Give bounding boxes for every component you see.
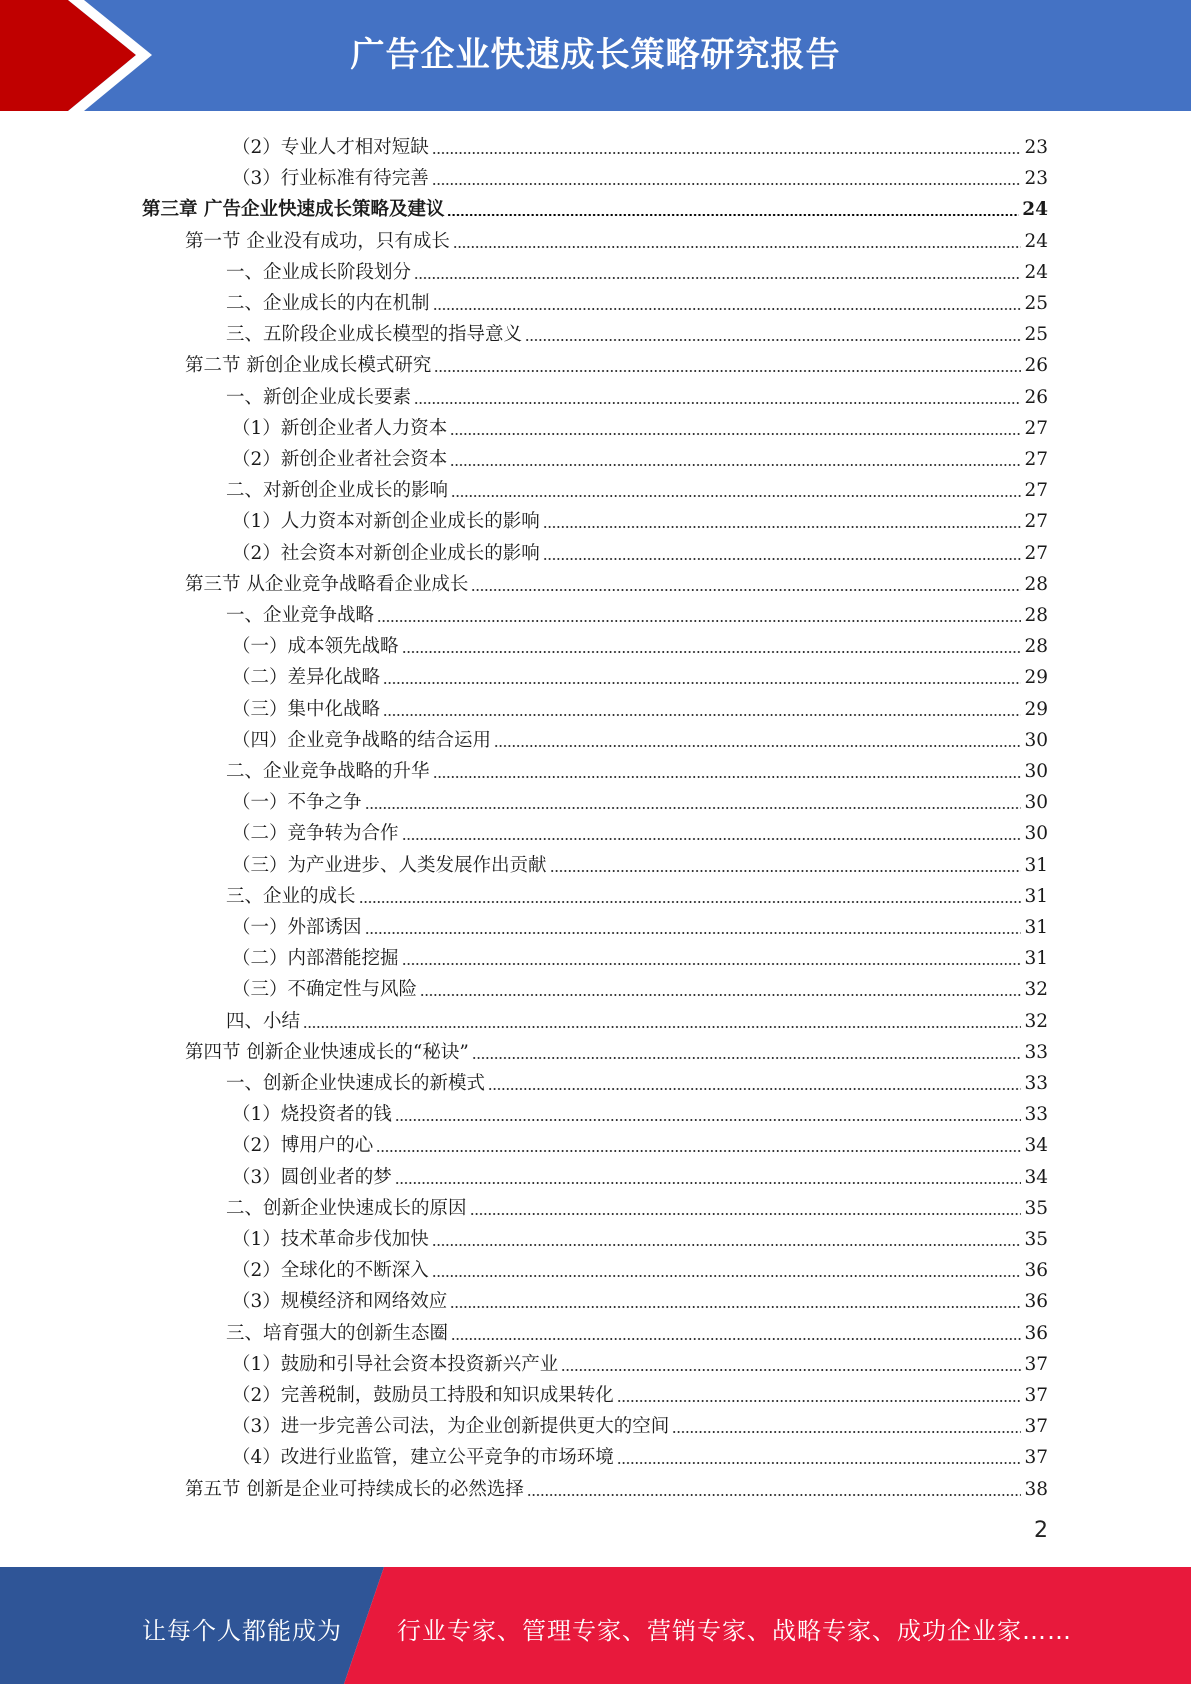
toc-dot-leader xyxy=(395,1119,1022,1121)
toc-entry[interactable] xyxy=(232,1126,1048,1157)
toc-dot-leader xyxy=(494,745,1021,747)
toc-entry-page: 31 xyxy=(1024,885,1048,907)
toc-entry-page: 27 xyxy=(1024,417,1048,439)
toc-dot-leader xyxy=(414,402,1021,404)
toc-dot-leader xyxy=(470,1213,1022,1215)
toc-entry-label: （2）新创企业者社会资本 xyxy=(232,449,448,470)
page-header xyxy=(0,0,1191,111)
toc-dot-leader xyxy=(434,370,1021,372)
toc-dot-leader xyxy=(377,620,1021,622)
toc-entry-label: 四、小结 xyxy=(226,1010,301,1032)
toc-entry-label: 第三章 广告企业快速成长策略及建议 xyxy=(142,199,445,221)
toc-entry[interactable] xyxy=(226,378,1048,409)
toc-dot-leader xyxy=(550,870,1022,872)
toc-dot-leader xyxy=(672,1431,1021,1433)
toc-dot-leader xyxy=(383,714,1021,716)
toc-dot-leader xyxy=(383,682,1021,684)
toc-entry-page: 24 xyxy=(1022,199,1048,221)
toc-entry-label: （二）竞争转为合作 xyxy=(232,823,399,845)
toc-entry[interactable] xyxy=(185,1470,1048,1501)
toc-entry[interactable] xyxy=(226,1189,1048,1220)
toc-entry[interactable] xyxy=(232,1158,1048,1189)
footer-slogan-left: 让每个人都能成为 xyxy=(142,1617,342,1645)
toc-entry[interactable] xyxy=(232,721,1048,752)
report-title: 广告企业快速成长策略研究报告 xyxy=(350,35,841,75)
toc-entry-label: （4）改进行业监管，建立公平竞争的市场环境 xyxy=(232,1447,614,1469)
toc-entry-label: 一、创新企业快速成长的新模式 xyxy=(226,1073,486,1094)
toc-dot-leader xyxy=(447,214,1019,216)
toc-dot-leader xyxy=(420,994,1021,996)
toc-entry-label: 第四节 创新企业快速成长的“秘诀” xyxy=(185,1041,469,1063)
toc-entry-label: （2）社会资本对新创企业成长的影响 xyxy=(232,542,540,564)
toc-entry-label: （1）鼓励和引导社会资本投资新兴产业 xyxy=(232,1353,559,1375)
toc-dot-leader xyxy=(488,1088,1021,1090)
toc-entry[interactable] xyxy=(226,752,1048,783)
toc-dot-leader xyxy=(543,526,1022,528)
toc-dot-leader xyxy=(433,776,1022,778)
page-footer xyxy=(0,1567,1191,1684)
toc-entry[interactable] xyxy=(232,440,1048,471)
toc-dot-leader xyxy=(472,1057,1022,1059)
toc-entry-page: 26 xyxy=(1024,355,1048,377)
toc-entry[interactable] xyxy=(232,409,1048,440)
toc-entry-page: 29 xyxy=(1024,698,1048,720)
toc-entry[interactable] xyxy=(185,565,1048,596)
header-arrow-decoration xyxy=(0,0,160,111)
toc-entry-label: 第五节 创新是企业可持续成长的必然选择 xyxy=(185,1478,524,1500)
toc-dot-leader xyxy=(561,1369,1021,1371)
toc-entry[interactable] xyxy=(185,222,1048,253)
toc-entry-page: 35 xyxy=(1024,1229,1048,1250)
toc-entry-page: 25 xyxy=(1024,293,1048,314)
toc-dot-leader xyxy=(450,433,1021,435)
toc-entry[interactable] xyxy=(226,1002,1048,1033)
toc-entry-label: （二）内部潜能挖掘 xyxy=(232,948,399,970)
toc-entry-page: 37 xyxy=(1024,1447,1048,1469)
toc-dot-leader xyxy=(450,464,1021,466)
toc-entry-label: （三）集中化战略 xyxy=(232,698,381,720)
toc-entry[interactable] xyxy=(232,690,1048,721)
toc-entry[interactable] xyxy=(232,1376,1048,1407)
toc-dot-leader xyxy=(471,589,1021,591)
toc-entry[interactable] xyxy=(226,1064,1048,1095)
toc-dot-leader xyxy=(451,495,1021,497)
toc-entry[interactable] xyxy=(232,128,1048,159)
toc-entry[interactable] xyxy=(232,159,1048,190)
toc-dot-leader xyxy=(365,932,1022,934)
toc-entry-page: 36 xyxy=(1024,1260,1048,1282)
toc-entry-label: （一）成本领先战略 xyxy=(232,636,399,658)
toc-entry-label: （三）不确定性与风险 xyxy=(232,979,418,1001)
toc-entry-label: 二、对新创企业成长的影响 xyxy=(226,480,449,502)
toc-entry[interactable] xyxy=(232,1438,1048,1469)
toc-entry-page: 30 xyxy=(1024,729,1048,751)
toc-entry[interactable] xyxy=(232,627,1048,658)
toc-entry-label: 第一节 企业没有成功，只有成长 xyxy=(185,230,450,252)
toc-entry-page: 32 xyxy=(1024,1010,1048,1032)
toc-dot-leader xyxy=(432,1244,1022,1246)
toc-entry-label: （3）行业标准有待完善 xyxy=(232,168,429,190)
toc-entry-label: 三、培育强大的创新生态圈 xyxy=(226,1322,449,1344)
toc-dot-leader xyxy=(451,1338,1021,1340)
toc-entry-label: （四）企业竞争战略的结合运用 xyxy=(232,729,492,751)
toc-entry-label: （1）新创企业者人力资本 xyxy=(232,417,448,439)
toc-entry[interactable] xyxy=(226,471,1048,502)
toc-entry-page: 28 xyxy=(1024,573,1048,595)
toc-entry-page: 25 xyxy=(1024,324,1048,346)
toc-entry-label: （2）全球化的不断深入 xyxy=(232,1260,429,1282)
toc-entry-label: 一、企业成长阶段划分 xyxy=(226,261,412,283)
toc-entry[interactable] xyxy=(232,502,1048,533)
footer-slogan-right: 行业专家、管理专家、营销专家、战略专家、成功企业家…… xyxy=(397,1617,1072,1645)
toc-entry-page: 27 xyxy=(1024,480,1048,502)
toc-entry-page: 23 xyxy=(1024,168,1048,190)
toc-entry-page: 37 xyxy=(1024,1385,1048,1406)
toc-entry-label: （1）人力资本对新创企业成长的影响 xyxy=(232,511,540,533)
toc-entry-page: 24 xyxy=(1024,261,1048,283)
toc-entry[interactable] xyxy=(232,1220,1048,1251)
toc-entry-label: 二、企业竞争战略的升华 xyxy=(226,761,430,782)
toc-entry[interactable] xyxy=(232,658,1048,689)
toc-dot-leader xyxy=(543,558,1022,560)
toc-entry[interactable] xyxy=(232,783,1048,814)
toc-entry-label: 三、企业的成长 xyxy=(226,885,356,907)
toc-dot-leader xyxy=(450,1306,1021,1308)
toc-entry[interactable] xyxy=(226,877,1048,908)
toc-dot-leader xyxy=(453,246,1022,248)
toc-dot-leader xyxy=(402,963,1022,965)
toc-entry-label: （三）为产业进步、人类发展作出贡献 xyxy=(232,854,547,876)
toc-entry-label: （一）不争之争 xyxy=(232,792,362,814)
toc-entry[interactable] xyxy=(226,1314,1048,1345)
toc-entry-label: （1）烧投资者的钱 xyxy=(232,1104,392,1126)
toc-entry-page: 33 xyxy=(1024,1041,1048,1063)
toc-dot-leader xyxy=(365,807,1022,809)
toc-entry[interactable] xyxy=(232,1282,1048,1313)
toc-dot-leader xyxy=(617,1462,1022,1464)
toc-dot-leader xyxy=(525,339,1021,341)
toc-entry-label: 三、五阶段企业成长模型的指导意义 xyxy=(226,324,523,346)
toc-entry-page: 33 xyxy=(1024,1073,1048,1094)
toc-dot-leader xyxy=(433,308,1022,310)
toc-entry[interactable] xyxy=(232,1251,1048,1282)
toc-entry-page: 36 xyxy=(1024,1291,1048,1313)
toc-entry-label: （2）专业人才相对短缺 xyxy=(232,137,429,158)
toc-dot-leader xyxy=(527,1494,1022,1496)
toc-entry-label: （1）技术革命步伐加快 xyxy=(232,1229,429,1250)
toc-dot-leader xyxy=(617,1400,1022,1402)
toc-entry-page: 27 xyxy=(1024,542,1048,564)
toc-dot-leader xyxy=(432,1275,1022,1277)
toc-entry[interactable] xyxy=(232,1095,1048,1126)
toc-entry[interactable] xyxy=(232,970,1048,1001)
toc-entry-page: 27 xyxy=(1024,449,1048,470)
toc-entry[interactable] xyxy=(232,846,1048,877)
toc-chapter-entry[interactable] xyxy=(142,190,1048,221)
toc-entry-page: 31 xyxy=(1024,948,1048,970)
toc-entry-page: 27 xyxy=(1024,511,1048,533)
toc-entry[interactable] xyxy=(185,346,1048,377)
toc-entry-label: 一、企业竞争战略 xyxy=(226,605,375,626)
toc-dot-leader xyxy=(432,152,1022,154)
toc-entry-label: （一）外部诱因 xyxy=(232,917,362,938)
toc-entry[interactable] xyxy=(226,284,1048,315)
toc-entry-label: （3）进一步完善公司法，为企业创新提供更大的空间 xyxy=(232,1416,670,1438)
toc-dot-leader xyxy=(376,1150,1021,1152)
page-number: 2 xyxy=(1034,1518,1048,1543)
toc-dot-leader xyxy=(402,838,1022,840)
toc-entry[interactable] xyxy=(226,315,1048,346)
toc-entry[interactable] xyxy=(232,534,1048,565)
toc-entry-page: 30 xyxy=(1024,792,1048,814)
toc-entry-page: 38 xyxy=(1024,1478,1048,1500)
toc-entry-page: 30 xyxy=(1024,761,1048,782)
toc-entry-page: 30 xyxy=(1024,823,1048,845)
toc-entry-label: 第三节 从企业竞争战略看企业成长 xyxy=(185,573,469,595)
toc-entry-label: （3）规模经济和网络效应 xyxy=(232,1291,448,1313)
toc-entry-page: 32 xyxy=(1024,979,1048,1001)
toc-entry-page: 33 xyxy=(1024,1104,1048,1126)
toc-entry-page: 28 xyxy=(1024,605,1048,626)
toc-entry-label: （3）圆创业者的梦 xyxy=(232,1166,392,1188)
toc-dot-leader xyxy=(414,277,1021,279)
toc-entry[interactable] xyxy=(185,1033,1048,1064)
toc-entry[interactable] xyxy=(232,908,1048,939)
toc-entry-page: 24 xyxy=(1024,230,1048,252)
toc-dot-leader xyxy=(303,1026,1021,1028)
toc-entry-page: 34 xyxy=(1024,1135,1048,1157)
toc-entry-page: 35 xyxy=(1024,1197,1048,1219)
toc-dot-leader xyxy=(402,651,1022,653)
toc-entry-page: 36 xyxy=(1024,1322,1048,1344)
toc-dot-leader xyxy=(359,901,1022,903)
toc-dot-leader xyxy=(395,1182,1022,1184)
toc-entry-page: 37 xyxy=(1024,1353,1048,1375)
toc-entry[interactable] xyxy=(226,596,1048,627)
toc-entry-page: 26 xyxy=(1024,386,1048,408)
toc-entry-page: 29 xyxy=(1024,667,1048,689)
toc-entry[interactable] xyxy=(232,939,1048,970)
toc-entry-label: （2）博用户的心 xyxy=(232,1135,374,1157)
toc-entry-page: 37 xyxy=(1024,1416,1048,1438)
toc-dot-leader xyxy=(432,183,1022,185)
toc-entry-label: （2）完善税制，鼓励员工持股和知识成果转化 xyxy=(232,1385,614,1406)
toc-entry[interactable] xyxy=(232,814,1048,845)
toc-entry[interactable] xyxy=(232,1407,1048,1438)
toc-entry-label: 第二节 新创企业成长模式研究 xyxy=(185,355,432,377)
toc-entry-label: 二、创新企业快速成长的原因 xyxy=(226,1197,467,1219)
toc-entry-label: 二、企业成长的内在机制 xyxy=(226,293,430,314)
toc-entry-page: 23 xyxy=(1024,137,1048,158)
toc-entry-label: （二）差异化战略 xyxy=(232,667,381,689)
toc-entry[interactable] xyxy=(232,1345,1048,1376)
toc-entry[interactable] xyxy=(226,253,1048,284)
toc-entry-page: 31 xyxy=(1024,917,1048,938)
toc-entry-page: 34 xyxy=(1024,1166,1048,1188)
toc-entry-page: 31 xyxy=(1024,854,1048,876)
toc-entry-label: 一、新创企业成长要素 xyxy=(226,386,412,408)
toc-entry-page: 28 xyxy=(1024,636,1048,658)
